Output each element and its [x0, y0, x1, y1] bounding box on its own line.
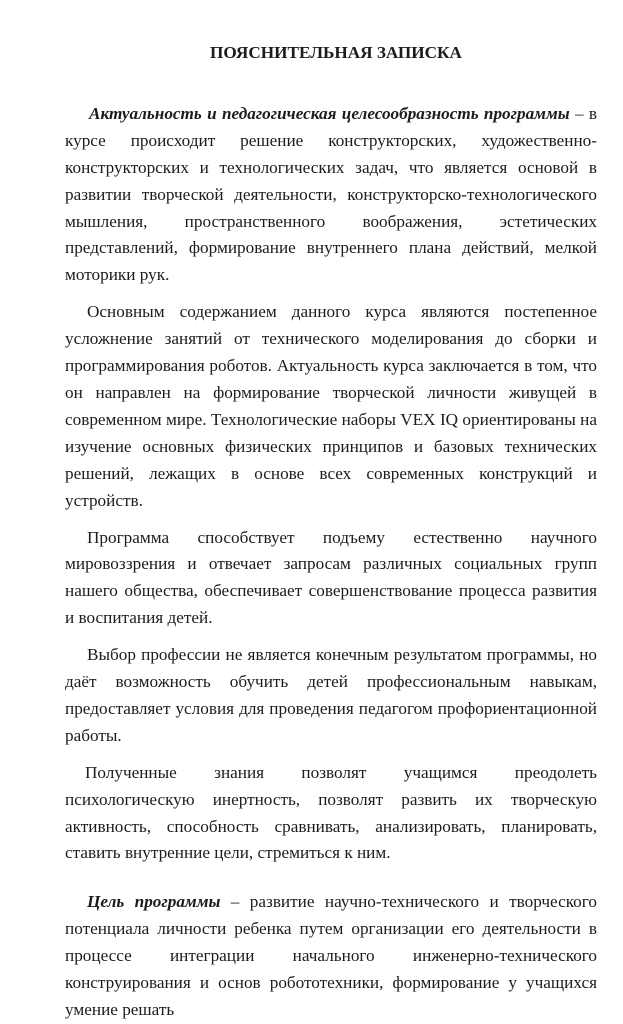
goal-text: – развитие научно-технического и творческого потенциала личности ребенка путем организации его деятельности в процессе интеграции начального инженерно-технического конструирования и основ робототехники, формирование у учащихся умение решать: [65, 892, 597, 1019]
document-title: ПОЯСНИТЕЛЬНАЯ ЗАПИСКА: [210, 43, 462, 62]
paragraph-content: Основным содержанием данного курса являются постепенное усложнение занятий от технического моделирования до сборки и программирования роботов. Актуальность курса заключается в том, что он направлен на формирование творческой личности живущей в современном мире. Технологические наборы VEX IQ ориентированы на изучение основных физических принципов и базовых технических решений, лежащих в основе всех современных конструкций и устройств.: [65, 302, 597, 510]
paragraph-profession: Выбор профессии не является конечным результатом программы, но даёт возможность обучить детей профессиональным навыкам, предоставляет условия для проведения педагогом профориентационной работы.: [65, 645, 597, 745]
spacer: [65, 877, 597, 889]
relevance-heading: Актуальность и педагогическая целесообразность программы: [89, 103, 570, 123]
paragraph-relevance: [65, 101, 597, 289]
paragraph-program: Программа способствует подъему естественно научного мировоззрения и отвечает запросам различных социальных групп нашего общества, обеспечивает совершенствование процесса развития и воспитания детей.: [65, 527, 597, 628]
paragraph-goal: [65, 889, 597, 1024]
goal-heading: Цель программы: [87, 892, 221, 912]
paragraph-knowledge: Полученные знания позволят учащимся преодолеть психологическую инертность, позволят развить их творческую активность, способность сравнивать, анализировать, планировать, ставить внутренние цели, стремиться к ним.: [65, 762, 597, 863]
relevance-text: – в курсе происходит решение конструкторских, художественно-конструкторских и технологических задач, что является основой в развитии творческой деятельности, конструкторско-технологического мышления, пространственного воображения, эстетических представлений, формирование внутреннего плана действий, мелкой моторики рук.: [65, 103, 598, 285]
